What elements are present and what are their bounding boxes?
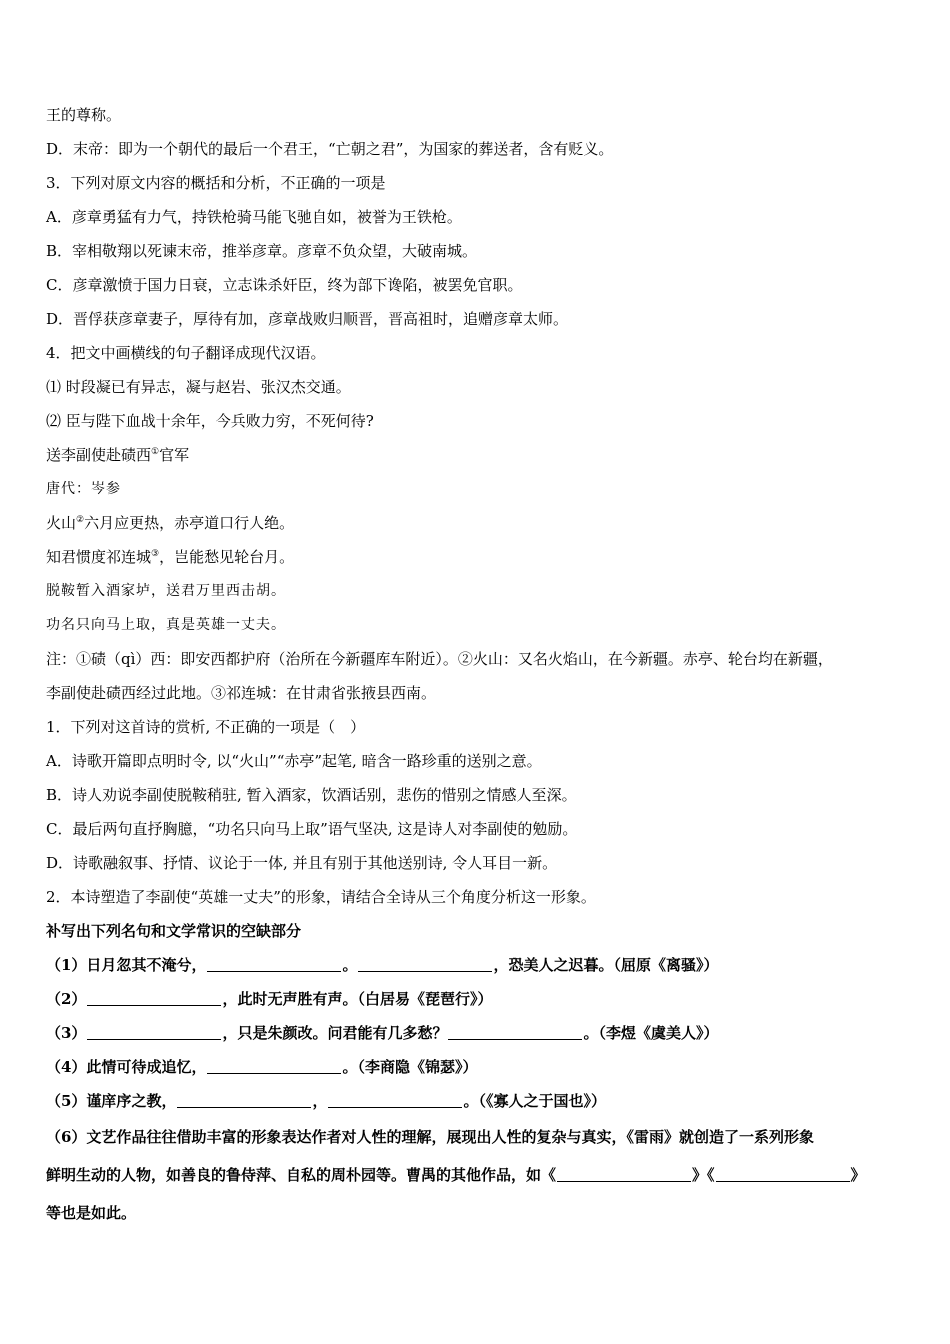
pq2-stem: 2．本诗塑造了李副使“英雄一丈夫”的形象，请结合全诗从三个角度分析这一形象。 — [46, 888, 596, 906]
pq1-option-d: D．诗歌融叙事、抒情、议论于一体, 并且有别于其他送别诗, 令人耳目一新。 — [46, 854, 558, 872]
poem-title — [46, 438, 916, 472]
fill-item-3-c: 。（李煜《虞美人》） — [583, 1024, 719, 1042]
poem-line-2 — [46, 540, 916, 574]
answer-blank[interactable] — [716, 1167, 850, 1182]
poem-note-line-1: 注：①碛（qì）西：即安西都护府（治所在今新疆库车附近）。②火山：又名火焰山，在今新疆。赤亭、轮台均在新疆， — [46, 650, 833, 668]
poem-line-2-a: 知君惯度祁连城 — [46, 548, 152, 566]
answer-blank[interactable] — [358, 957, 492, 972]
answer-blank[interactable] — [328, 1093, 462, 1108]
fill-item-6-line-1: （6）文艺作品往往借助丰富的形象表达作者对人性的理解，展现出人性的复杂与真实，《雷雨》就创造了一系列形象 — [46, 1128, 814, 1146]
fill-item-5-a: （5）谨庠序之教， — [46, 1092, 177, 1110]
poem-line-2-b: ，岂能愁见轮台月。 — [159, 548, 295, 566]
document-page — [46, 98, 916, 1232]
answer-blank[interactable] — [87, 991, 221, 1006]
q3-stem: 3．下列对原文内容的概括和分析，不正确的一项是 — [46, 174, 386, 192]
poem-line-3: 脱鞍暂入酒家垆，送君万里西击胡。 — [46, 583, 286, 599]
fill-item-1 — [46, 948, 916, 982]
poem-line-2-note-mark: ③ — [151, 549, 160, 559]
fill-item-1-b: 。 — [342, 956, 358, 974]
fill-item-6-line-2 — [46, 1156, 916, 1194]
fill-item-4 — [46, 1050, 916, 1084]
fill-item-2-a: （2） — [46, 990, 87, 1008]
fill-item-6-line-3: 等也是如此。 — [46, 1204, 137, 1222]
fill-item-6-d: 》 — [850, 1166, 866, 1184]
answer-blank[interactable] — [177, 1093, 311, 1108]
poem-line-1-a: 火山 — [46, 514, 77, 532]
pq1-stem: 1．下列对这首诗的赏析, 不正确的一项是（ ） — [46, 718, 366, 736]
poem-title-a: 送李副使赴碛西 — [46, 446, 152, 464]
intro-line-2: D．末帝：即为一个朝代的最后一个君王，“亡朝之君”，为国家的葬送者，含有贬义。 — [46, 140, 614, 158]
fill-item-6-c: 》《 — [692, 1166, 715, 1184]
fill-item-3-a: （3） — [46, 1024, 87, 1042]
answer-blank[interactable] — [557, 1167, 691, 1182]
poem-title-b: 官军 — [159, 446, 190, 464]
poem-title-note-mark: ① — [151, 447, 160, 457]
q4-stem: 4．把文中画横线的句子翻译成现代汉语。 — [46, 344, 326, 362]
fill-item-2 — [46, 982, 916, 1016]
q3-option-d: D．晋俘获彦章妻子，厚待有加，彦章战败归顺晋，晋高祖时，追赠彦章太师。 — [46, 310, 569, 328]
fill-item-5-c: 。（《寡人之于国也》） — [463, 1092, 606, 1110]
fill-item-4-a: （4）此情可待成追忆， — [46, 1058, 207, 1076]
fill-item-1-a: （1）日月忽其不淹兮， — [46, 956, 207, 974]
poem-line-1-note-mark: ② — [76, 515, 85, 525]
pq1-option-b: B．诗人劝说李副使脱鞍稍驻, 暂入酒家，饮酒话别，悲伤的惜别之情感人至深。 — [46, 786, 577, 804]
answer-blank[interactable] — [87, 1025, 221, 1040]
poem-line-1 — [46, 506, 916, 540]
poem-line-4: 功名只向马上取，真是英雄一丈夫。 — [46, 617, 286, 633]
q4-item-2: ⑵ 臣与陛下血战十余年，今兵败力穷，不死何待? — [46, 412, 374, 430]
fill-item-5-b: ， — [312, 1092, 328, 1110]
pq1-option-c: C．最后两句直抒胸臆，“功名只向马上取”语气坚决, 这是诗人对李副使的勉励。 — [46, 820, 578, 838]
fill-item-6-b: 鲜明生动的人物，如善良的鲁侍萍、自私的周朴园等。曹禺的其他作品，如《 — [46, 1166, 557, 1184]
poem-author: 唐代：岑参 — [46, 481, 121, 497]
q3-option-a: A．彦章勇猛有力气，持铁枪骑马能飞驰自如，被誉为王铁枪。 — [46, 208, 462, 226]
answer-blank[interactable] — [448, 1025, 582, 1040]
fill-section-title: 补写出下列名句和文学常识的空缺部分 — [46, 922, 302, 940]
fill-item-3-b: ，只是朱颜改。问君能有几多愁？ — [222, 1024, 448, 1042]
q3-option-c: C．彦章激愤于国力日衰，立志诛杀奸臣，终为部下谗陷，被罢免官职。 — [46, 276, 523, 294]
q3-option-b: B．宰相敬翔以死谏末帝，推举彦章。彦章不负众望，大破南城。 — [46, 242, 478, 260]
fill-item-1-c: ，恐美人之迟暮。（屈原《离骚》） — [493, 956, 719, 974]
fill-item-5 — [46, 1084, 916, 1118]
intro-line-1: 王的尊称。 — [46, 106, 122, 124]
pq1-option-a: A．诗歌开篇即点明时令, 以“火山”“赤亭”起笔, 暗含一路珍重的送别之意。 — [46, 752, 542, 770]
poem-line-1-b: 六月应更热，赤亭道口行人绝。 — [84, 514, 295, 532]
fill-item-3 — [46, 1016, 916, 1050]
fill-item-2-b: ，此时无声胜有声。（白居易《琵琶行》） — [222, 990, 493, 1008]
q4-item-1: ⑴ 时段凝已有异志，凝与赵岩、张汉杰交通。 — [46, 378, 351, 396]
answer-blank[interactable] — [207, 1059, 341, 1074]
answer-blank[interactable] — [207, 957, 341, 972]
poem-note-line-2: 李副使赴碛西经过此地。③祁连城：在甘肃省张掖县西南。 — [46, 684, 437, 702]
fill-item-4-b: 。（李商隐《锦瑟》） — [342, 1058, 478, 1076]
